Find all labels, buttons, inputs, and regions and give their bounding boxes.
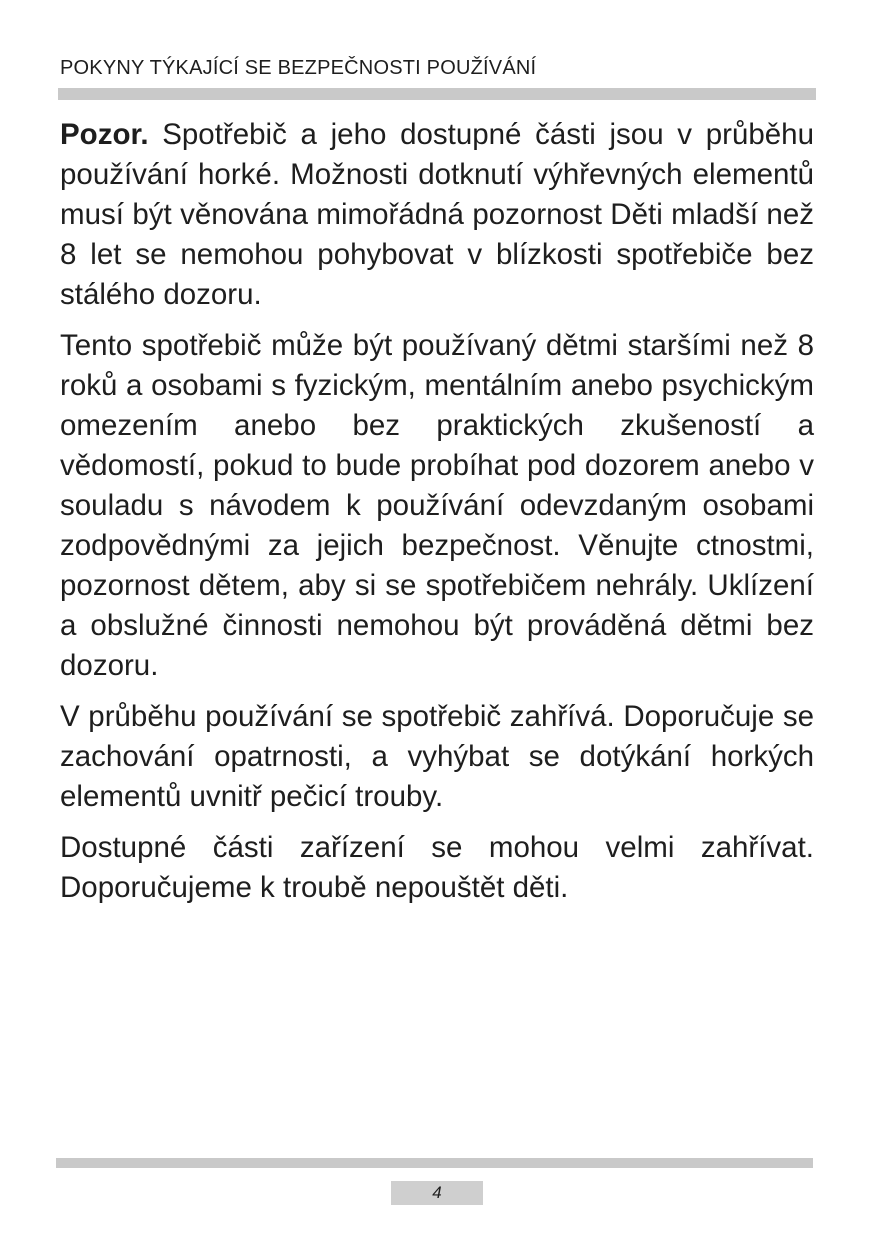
footer-divider [56, 1158, 813, 1168]
paragraph-children-use: Tento spotřebič může být používaný dětmi staršími než 8 roků a osobami s fyzickým, mentálním anebo psychickým omezením anebo bez praktických zkušeností a vědomostí, pokud to bude probíhat pod dozorem anebo v souladu s návodem k používání odevzdaným osobami zodpovědnými za jejich bezpečnost. Věnujte ctnostmi, pozornost dětem, aby si se spotřebičem nehrály. Uklízení a obslužné činnosti nemohou být prováděná dětmi bez dozoru. [60, 329, 814, 682]
paragraph-heating: V průběhu používání se spotřebič zahřívá. Doporučuje se zachování opatrnosti, a vyhýbat se dotýkání horkých elementů uvnitř pečicí trouby. [60, 700, 814, 813]
paragraph-text: Spotřebič a jeho dostupné části jsou v průběhu používání horké. Možnosti dotknutí výhřevných elementů musí být věnována mimořádná pozornost Děti mladší než 8 let se nemohou pohybovat v blízkosti spotřebiče bez stálého dozoru. [60, 118, 814, 311]
section-title: POKYNY TÝKAJÍCÍ SE BEZPEČNOSTI POUŽÍVÁNÍ [60, 57, 537, 79]
paragraph-accessible-parts: Dostupné části zařízení se mohou velmi zahřívat. Doporučujeme k troubě nepouštět děti. [60, 831, 814, 904]
warning-lead: Pozor. [60, 118, 149, 151]
document-body [60, 115, 814, 919]
page-number: 4 [391, 1181, 483, 1205]
paragraph-warning [60, 115, 814, 315]
header-divider [58, 88, 816, 100]
